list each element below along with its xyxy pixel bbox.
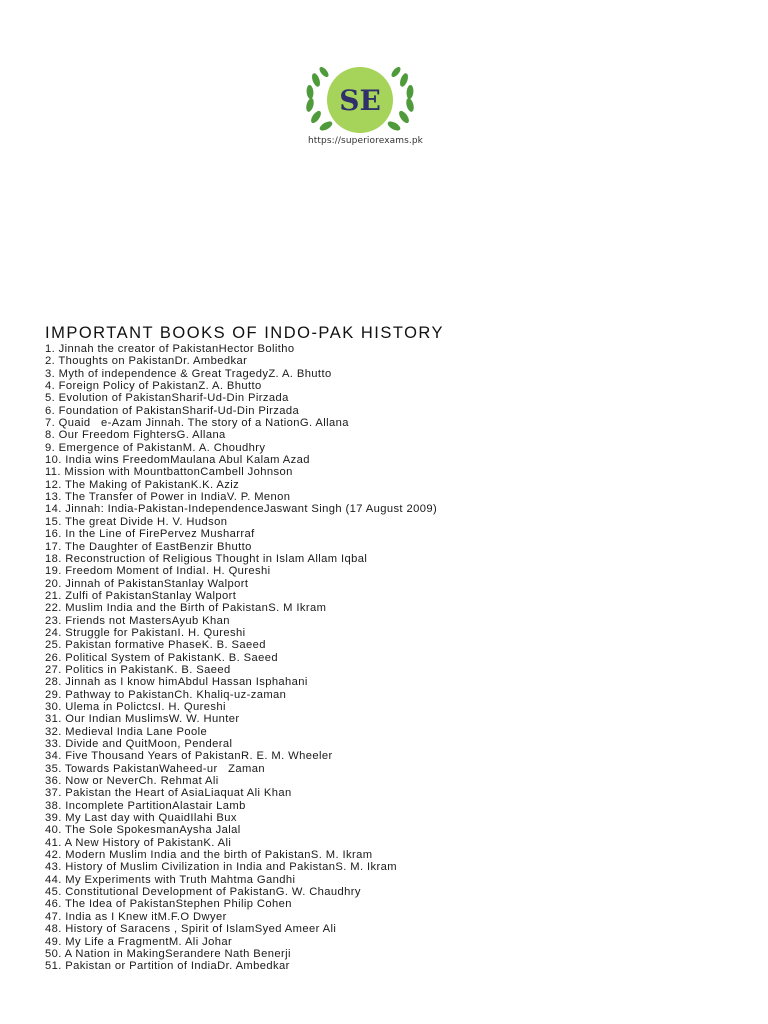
list-item: 19. Freedom Moment of IndiaI. H. Qureshi <box>45 565 271 578</box>
list-item: 48. History of Saracens , Spirit of IslamSyed Ameer Ali <box>45 923 337 936</box>
list-item: 13. The Transfer of Power in IndiaV. P. Menon <box>45 491 291 504</box>
list-item: 34. Five Thousand Years of PakistanR. E. M. Wheeler <box>45 750 333 763</box>
list-item: 7. Quaid e-Azam Jinnah. The story of a NationG. Allana <box>45 417 349 430</box>
list-item: 24. Struggle for PakistanI. H. Qureshi <box>45 626 246 639</box>
list-item: 36. Now or NeverCh. Rehmat Ali <box>45 775 219 788</box>
list-item: 26. Political System of PakistanK. B. Saeed <box>45 651 278 664</box>
list-item: 11. Mission with MountbattonCambell Johnson <box>45 466 293 479</box>
list-item: 45. Constitutional Development of PakistanG. W. Chaudhry <box>45 886 361 899</box>
list-item: 12. The Making of PakistanK.K. Aziz <box>45 478 240 491</box>
list-item: 29. Pathway to PakistanCh. Khaliq-uz-zaman <box>45 688 287 701</box>
book-list <box>45 343 437 973</box>
list-item: 46. The Idea of PakistanStephen Philip Cohen <box>45 898 292 911</box>
list-item: 15. The great Divide H. V. Hudson <box>45 515 228 528</box>
list-item: 16. In the Line of FirePervez Musharraf <box>45 528 255 541</box>
list-item: 42. Modern Muslim India and the birth of PakistanS. M. Ikram <box>45 849 373 862</box>
list-item: 47. India as I Knew itM.F.O Dwyer <box>45 910 227 923</box>
list-item: 21. Zulfi of PakistanStanlay Walport <box>45 589 237 602</box>
site-logo <box>300 52 423 152</box>
list-item: 32. Medieval India Lane Poole <box>45 725 208 738</box>
list-item: 51. Pakistan or Partition of IndiaDr. Ambedkar <box>45 960 290 973</box>
logo-url: https://superiorexams.pk <box>308 136 423 146</box>
list-item: 8. Our Freedom FightersG. Allana <box>45 429 226 442</box>
list-item: 6. Foundation of PakistanSharif-Ud-Din Pirzada <box>45 404 300 417</box>
list-item: 30. Ulema in PolictcsI. H. Qureshi <box>45 700 226 713</box>
list-item: 9. Emergence of PakistanM. A. Choudhry <box>45 441 266 454</box>
list-item: 5. Evolution of PakistanSharif-Ud-Din Pirzada <box>45 392 289 405</box>
list-item: 3. Myth of independence & Great TragedyZ. A. Bhutto <box>45 367 332 380</box>
list-item: 44. My Experiments with Truth Mahtma Gandhi <box>45 873 296 886</box>
page-title: IMPORTANT BOOKS OF INDO-PAK HISTORY <box>45 324 445 342</box>
list-item: 37. Pakistan the Heart of AsiaLiaquat Ali Khan <box>45 787 292 800</box>
list-item: 33. Divide and QuitMoon, Penderal <box>45 738 233 750</box>
list-item: 50. A Nation in MakingSerandere Nath Benerji <box>45 947 291 960</box>
list-item: 25. Pakistan formative PhaseK. B. Saeed <box>45 639 266 652</box>
list-item: 14. Jinnah: India-Pakistan-IndependenceJaswant Singh (17 August 2009) <box>45 503 438 516</box>
list-item: 27. Politics in PakistanK. B. Saeed <box>45 663 231 676</box>
list-item: 28. Jinnah as I know himAbdul Hassan Isphahani <box>45 676 308 689</box>
list-item: 17. The Daughter of EastBenzir Bhutto <box>45 540 252 553</box>
list-item: 43. History of Muslim Civilization in India and PakistanS. M. Ikram <box>45 861 397 874</box>
list-item: 4. Foreign Policy of PakistanZ. A. Bhutto <box>45 380 262 393</box>
list-item: 1. Jinnah the creator of PakistanHector Bolitho <box>45 343 295 355</box>
list-item: 31. Our Indian MuslimsW. W. Hunter <box>45 713 240 726</box>
list-item: 35. Towards PakistanWaheed-ur Zaman <box>45 762 266 775</box>
logo-text: SE <box>339 84 381 117</box>
list-item: 39. My Last day with QuaidIlahi Bux <box>45 812 237 825</box>
list-item: 18. Reconstruction of Religious Thought in Islam Allam Iqbal <box>45 552 368 565</box>
list-item: 10. India wins FreedomMaulana Abul Kalam Azad <box>45 454 310 467</box>
list-item: 23. Friends not MastersAyub Khan <box>45 614 230 627</box>
list-item: 20. Jinnah of PakistanStanlay Walport <box>45 577 249 590</box>
list-item: 49. My Life a FragmentM. Ali Johar <box>45 935 233 948</box>
list-item: 41. A New History of PakistanK. Ali <box>45 836 232 849</box>
list-item: 38. Incomplete PartitionAlastair Lamb <box>45 799 246 812</box>
laurel-logo-icon <box>300 52 420 136</box>
list-item: 2. Thoughts on PakistanDr. Ambedkar <box>45 355 248 368</box>
list-item: 22. Muslim India and the Birth of PakistanS. M Ikram <box>45 602 327 615</box>
list-item: 40. The Sole SpokesmanAysha Jalal <box>45 824 241 837</box>
